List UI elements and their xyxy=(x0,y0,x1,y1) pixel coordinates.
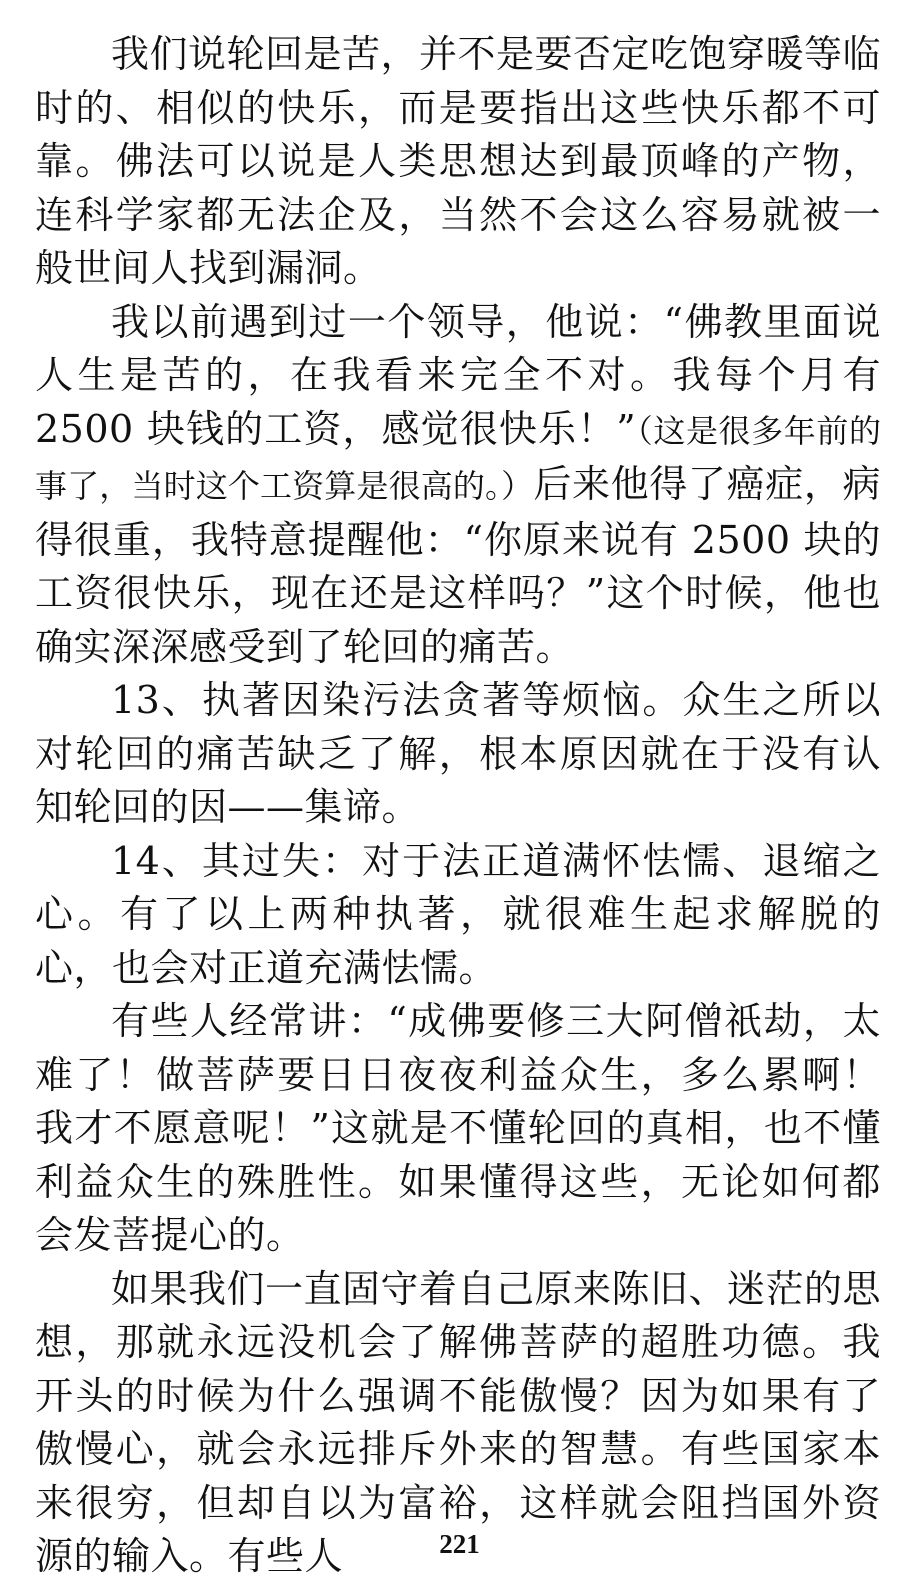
paragraph-4: 14、其过失：对于法正道满怀怯懦、退缩之心。有了以上两种执著，就很难生起求解脱的心，也会对正道充满怯懦。 xyxy=(35,838,881,990)
paragraph-2-text-before: 我以前遇到过一个领导，他说：“佛教里面说人生是苦的，在我看来完全不对。我每个月有 2500 块钱的工资，感觉很快乐！” xyxy=(35,299,881,451)
paragraph-5: 有些人经常讲：“成佛要修三大阿僧祇劫，太难了！做菩萨要日日夜夜利益众生，多么累啊！我才不愿意呢！”这就是不懂轮回的真相，也不懂利益众生的殊胜性。如果懂得这些，无论如何都会发菩提心的。 xyxy=(35,999,881,1257)
paragraph-2-note: （这是很多年前的事了，当时这个工资算是很高的。） xyxy=(35,411,881,505)
paragraph-6: 如果我们一直固守着自己原来陈旧、迷茫的思想，那就永远没机会了解佛菩萨的超胜功德。我开头的时候为什么强调不能傲慢？因为如果有了傲慢心，就会永远排斥外来的智慧。有些国家本来很穷，但却自以为富裕，这样就会阻挡国外资源的输入。有些人 xyxy=(35,1266,882,1578)
page-number: 221 xyxy=(439,1529,480,1559)
page-body xyxy=(35,28,881,1584)
paragraph-2-text-after: 后来他得了癌症，病得很重，我特意提醒他：“你原来说有 2500 块的工资很快乐，现在还是这样吗？”这个时候，他也确实深深感受到了轮回的痛苦。 xyxy=(35,462,881,669)
paragraph-1: 我们说轮回是苦，并不是要否定吃饱穿暖等临时的、相似的快乐，而是要指出这些快乐都不可靠。佛法可以说是人类思想达到最顶峰的产物，连科学家都无法企及，当然不会这么容易就被一般世间人找到漏洞。 xyxy=(35,32,882,290)
paragraph-3: 13、执著因染污法贪著等烦恼。众生之所以对轮回的痛苦缺乏了解，根本原因就在于没有认知轮回的因——集谛。 xyxy=(35,678,881,829)
paragraph-2 xyxy=(35,296,881,675)
